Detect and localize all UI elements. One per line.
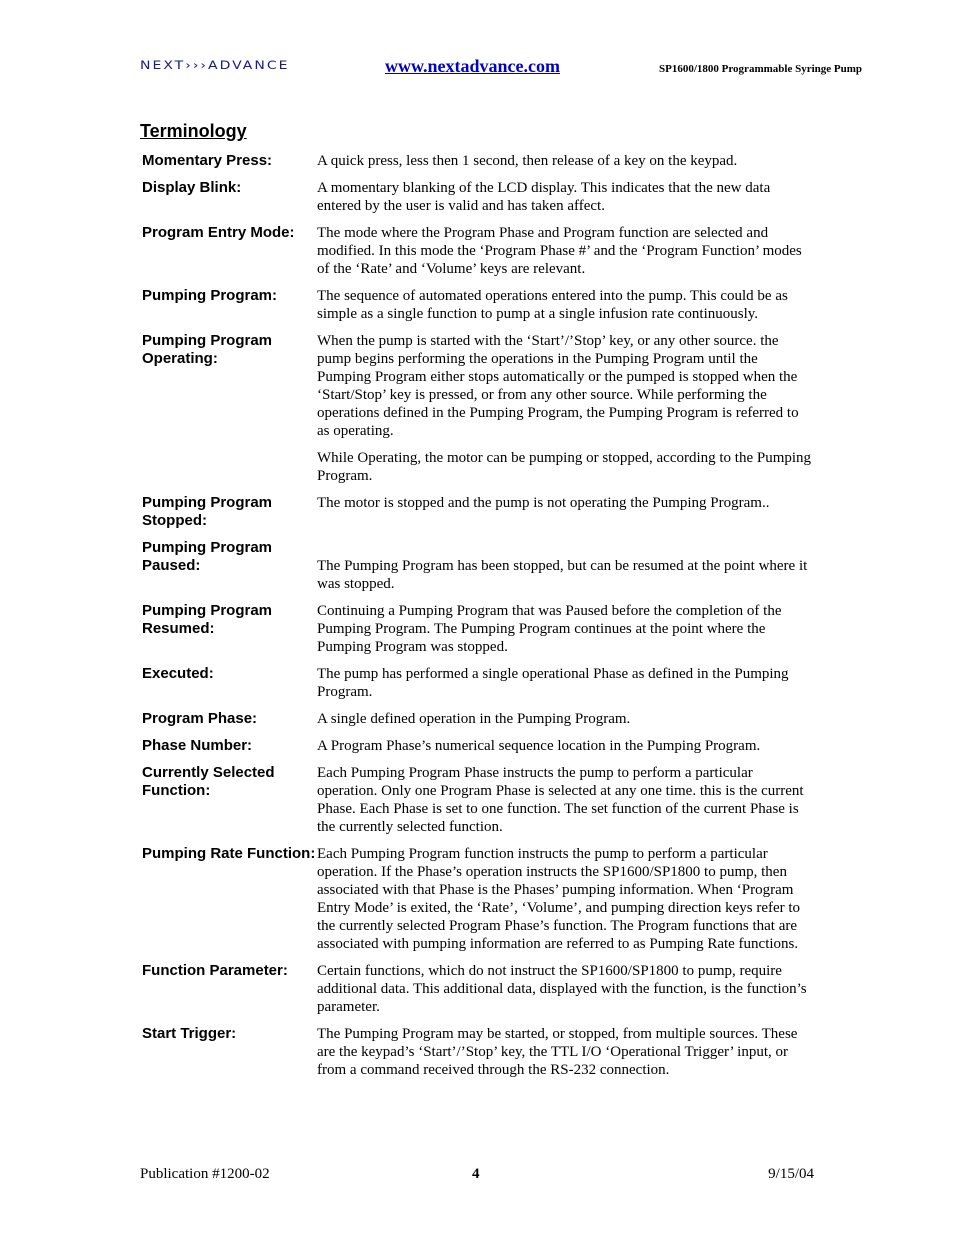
term-row [142,845,812,953]
term-row [142,179,812,215]
term-label: Pumping Program: [142,287,278,304]
publication-number: Publication #1200-02 [140,1166,270,1182]
term-definition [317,845,812,953]
term-definition [317,287,812,323]
definition-paragraph: The Pumping Program may be started, or stopped, from multiple sources. These are the keypad’s ‘Start’/’Stop’ key, the TTL I/O ‘Operational Trigger’ input, or from a command received through the RS-232 connection. [317,1026,798,1078]
term-row [142,737,812,755]
term-label: Executed: [142,665,214,682]
terminology-list [142,152,812,1079]
term-definition [317,152,812,170]
term-label: Function Parameter: [142,962,288,979]
term-row [142,494,812,530]
term-row [142,1025,812,1079]
definition-paragraph: The sequence of automated operations entered into the pump. This could be as simple as a single function to pump at a single infusion rate continuously. [317,288,788,322]
term-label: Start Trigger: [142,1025,237,1042]
term-row [142,602,812,656]
page-footer [140,1166,814,1186]
term-label: Currently Selected Function: [142,764,275,799]
website-link[interactable]: www.nextadvance.com [385,56,560,76]
term-row [142,152,812,170]
term-definition [317,962,812,1016]
definition-paragraph: Each Pumping Program function instructs the pump to perform a particular operation. If the Phase’s operation instructs the SP1600/SP1800 to pump, then associated with that Phase is the Phases’ pumping information. When ‘Program Entry Mode’ is exited, the ‘Rate’, ‘Volume’, and pumping direction keys refer to the currently selected Program Phase’s function. The Program functions that are associated with pumping information are referred to as Pumping Rate functions. [317,846,801,952]
term-row [142,710,812,728]
term-row [142,539,812,593]
term-definition [317,737,812,755]
term-row [142,764,812,836]
term-definition [317,665,812,701]
company-logo: NEXT›››ADVANCE [140,59,290,73]
publication-date: 9/15/04 [768,1166,814,1182]
definition-paragraph: The mode where the Program Phase and Program function are selected and modified. In this mode the ‘Program Phase #’ and the ‘Program Function’ modes of the ‘Rate’ and ‘Volume’ keys are relevant. [317,225,802,277]
definition-paragraph: The pump has performed a single operational Phase as defined in the Pumping Program. [317,666,789,700]
definition-paragraph: When the pump is started with the ‘Start’/’Stop’ key, or any other source. the pump begins performing the operations in the Pumping Program until the Pumping Program either stops automatically or the pumped is stopped when the ‘Start/Stop’ key is pressed, or from any other source. While performing the operations defined in the Pumping Program, the Pumping Program is referred to as operating. [317,333,799,439]
term-definition [317,602,812,656]
term-label: Pumping Program Paused: [142,539,273,574]
definition-paragraph: A single defined operation in the Pumping Program. [317,711,631,727]
term-row [142,665,812,701]
term-label: Display Blink: [142,179,242,196]
definition-paragraph: A quick press, less then 1 second, then release of a key on the keypad. [317,153,738,169]
page-number: 4 [472,1166,480,1182]
term-label: Pumping Rate Function: [142,845,316,862]
term-label: Pumping Program Stopped: [142,494,273,529]
term-row [142,962,812,1016]
term-definition [317,332,812,485]
definition-paragraph: While Operating, the motor can be pumping or stopped, according to the Pumping Program. [317,450,812,484]
definition-paragraph: Certain functions, which do not instruct the SP1600/SP1800 to pump, require additional data. This additional data, displayed with the function, is the function’s parameter. [317,963,807,1015]
product-name: SP1600/1800 Programmable Syringe Pump [659,63,862,75]
term-definition [317,539,812,593]
term-definition [317,179,812,215]
term-definition [317,710,812,728]
term-row [142,224,812,278]
section-title: Terminology [140,121,247,141]
term-row [142,332,812,485]
term-definition [317,224,812,278]
term-definition [317,494,812,530]
term-label: Pumping Program Resumed: [142,602,273,637]
term-definition [317,1025,812,1079]
term-row [142,287,812,323]
term-label: Program Phase: [142,710,258,727]
definition-paragraph: Continuing a Pumping Program that was Paused before the completion of the Pumping Program. The Pumping Program continues at the point where the Pumping Program was stopped. [317,603,782,655]
term-label: Pumping Program Operating: [142,332,273,367]
term-label: Phase Number: [142,737,253,754]
term-label: Program Entry Mode: [142,224,295,241]
definition-paragraph: A momentary blanking of the LCD display. This indicates that the new data entered by the user is valid and has taken affect. [317,180,771,214]
page-header [140,56,862,84]
term-definition [317,764,812,836]
definition-paragraph: Each Pumping Program Phase instructs the pump to perform a particular operation. Only one Program Phase is selected at any one time. this is the current Phase. Each Phase is set to one function. The set function of the current Phase is the currently selected function. [317,765,804,835]
term-label: Momentary Press: [142,152,273,169]
definition-paragraph: A Program Phase’s numerical sequence location in the Pumping Program. [317,738,761,754]
definition-paragraph: The motor is stopped and the pump is not operating the Pumping Program.. [317,495,770,511]
definition-paragraph: The Pumping Program has been stopped, but can be resumed at the point where it was stopped. [317,558,808,592]
